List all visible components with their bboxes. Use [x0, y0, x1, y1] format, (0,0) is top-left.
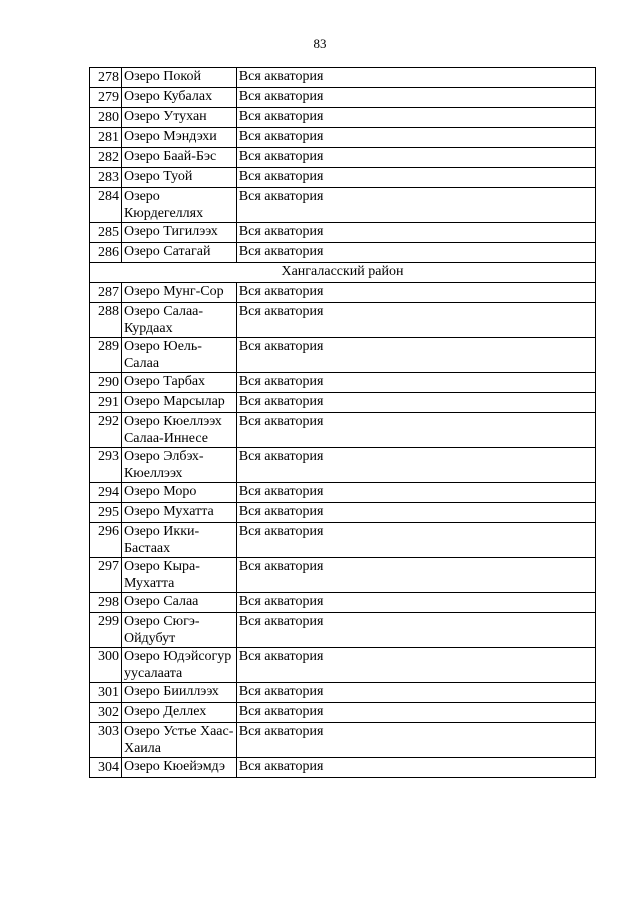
row-number: 286: [90, 243, 122, 263]
row-number: 278: [90, 68, 122, 88]
protected-area: Вся акватория: [236, 338, 595, 373]
table-row: [90, 703, 596, 723]
lake-name: Озеро Кюрдегеллях: [121, 188, 236, 223]
lake-name: Озеро Моро: [121, 483, 236, 503]
table-row: [90, 283, 596, 303]
protected-area: Вся акватория: [236, 303, 595, 338]
table-row: [90, 88, 596, 108]
protected-area: Вся акватория: [236, 448, 595, 483]
table-row: [90, 593, 596, 613]
protected-area: Вся акватория: [236, 523, 595, 558]
row-number: 288: [90, 303, 122, 338]
lake-name: Озеро Баай-Бэс: [121, 148, 236, 168]
protected-area: Вся акватория: [236, 68, 595, 88]
row-number: 289: [90, 338, 122, 373]
table-row: [90, 338, 596, 373]
lake-name: Озеро Утухан: [121, 108, 236, 128]
row-number: 291: [90, 393, 122, 413]
row-number: 279: [90, 88, 122, 108]
protected-area: Вся акватория: [236, 148, 595, 168]
row-number: 303: [90, 723, 122, 758]
row-number: 293: [90, 448, 122, 483]
lake-name: Озеро Мухатта: [121, 503, 236, 523]
row-number: 287: [90, 283, 122, 303]
row-number: 290: [90, 373, 122, 393]
protected-area: Вся акватория: [236, 128, 595, 148]
table-row: [90, 68, 596, 88]
lakes-table: [89, 67, 596, 778]
row-number: 296: [90, 523, 122, 558]
row-number: 302: [90, 703, 122, 723]
row-number: 298: [90, 593, 122, 613]
row-number: 300: [90, 648, 122, 683]
protected-area: Вся акватория: [236, 188, 595, 223]
protected-area: Вся акватория: [236, 648, 595, 683]
protected-area: Вся акватория: [236, 683, 595, 703]
protected-area: Вся акватория: [236, 703, 595, 723]
lake-name: Озеро Кюеллээх Салаа-Иннесе: [121, 413, 236, 448]
lake-name: Озеро Туой: [121, 168, 236, 188]
protected-area: Вся акватория: [236, 593, 595, 613]
lake-name: [121, 648, 236, 683]
row-number: 301: [90, 683, 122, 703]
lake-name: Озеро Икки-Бастаах: [121, 523, 236, 558]
row-number: 299: [90, 613, 122, 648]
row-number: 284: [90, 188, 122, 223]
table-row: [90, 558, 596, 593]
row-number: 285: [90, 223, 122, 243]
protected-area: Вся акватория: [236, 88, 595, 108]
page-number: 83: [313, 36, 327, 51]
lake-name: Озеро Кыра-Мухатта: [121, 558, 236, 593]
district-heading: Хангаласский район: [90, 263, 596, 283]
row-number: 283: [90, 168, 122, 188]
protected-area: Вся акватория: [236, 283, 595, 303]
table-row: [90, 223, 596, 243]
table-row: [90, 373, 596, 393]
table-row: [90, 758, 596, 778]
lake-name: Озеро Салаа-Курдаах: [121, 303, 236, 338]
table-row: [90, 448, 596, 483]
protected-area: Вся акватория: [236, 558, 595, 593]
table-row: [90, 303, 596, 338]
table-row: [90, 128, 596, 148]
table-row: [90, 393, 596, 413]
protected-area: Вся акватория: [236, 223, 595, 243]
lake-name: Озеро Элбэх-Кюеллээх: [121, 448, 236, 483]
row-number: 297: [90, 558, 122, 593]
table-row: [90, 523, 596, 558]
lake-name: Озеро Деллех: [121, 703, 236, 723]
lake-name: Озеро Бииллээх: [121, 683, 236, 703]
lake-name: Озеро Кюейэмдэ: [121, 758, 236, 778]
row-number: 304: [90, 758, 122, 778]
protected-area: Вся акватория: [236, 393, 595, 413]
lake-name: Озеро Сюгэ-Ойдубут: [121, 613, 236, 648]
lake-name: Озеро Мэндэхи: [121, 128, 236, 148]
lake-name: Озеро Юель-Салаа: [121, 338, 236, 373]
row-number: 282: [90, 148, 122, 168]
protected-area: Вся акватория: [236, 483, 595, 503]
table-row: [90, 148, 596, 168]
lake-name-text: Озеро Юдэйсогуруусалаата: [123, 649, 232, 681]
table-row: [90, 613, 596, 648]
protected-area: Вся акватория: [236, 168, 595, 188]
table-row: [90, 413, 596, 448]
lake-name: Озеро Мунг-Сор: [121, 283, 236, 303]
table-row: [90, 188, 596, 223]
protected-area: Вся акватория: [236, 373, 595, 393]
lake-name: Озеро Салаа: [121, 593, 236, 613]
lake-name: Озеро Кубалах: [121, 88, 236, 108]
table-row: [90, 108, 596, 128]
district-row: [90, 263, 596, 283]
row-number: 292: [90, 413, 122, 448]
protected-area: Вся акватория: [236, 503, 595, 523]
lake-name: Озеро Устье Хаас-Хаила: [121, 723, 236, 758]
protected-area: Вся акватория: [236, 413, 595, 448]
protected-area: Вся акватория: [236, 613, 595, 648]
table-row: [90, 503, 596, 523]
table-row: [90, 168, 596, 188]
protected-area: Вся акватория: [236, 723, 595, 758]
lake-name: Озеро Марсылар: [121, 393, 236, 413]
protected-area: Вся акватория: [236, 243, 595, 263]
lake-name: Озеро Тарбах: [121, 373, 236, 393]
lake-name: Озеро Тигилээх: [121, 223, 236, 243]
table-row: [90, 683, 596, 703]
protected-area: Вся акватория: [236, 758, 595, 778]
lake-name: Озеро Покой: [121, 68, 236, 88]
row-number: 280: [90, 108, 122, 128]
row-number: 295: [90, 503, 122, 523]
table-row: [90, 723, 596, 758]
table-row: [90, 243, 596, 263]
table-row: [90, 483, 596, 503]
lake-name: Озеро Сатагай: [121, 243, 236, 263]
protected-area: Вся акватория: [236, 108, 595, 128]
row-number: 294: [90, 483, 122, 503]
row-number: 281: [90, 128, 122, 148]
table-row: [90, 648, 596, 683]
